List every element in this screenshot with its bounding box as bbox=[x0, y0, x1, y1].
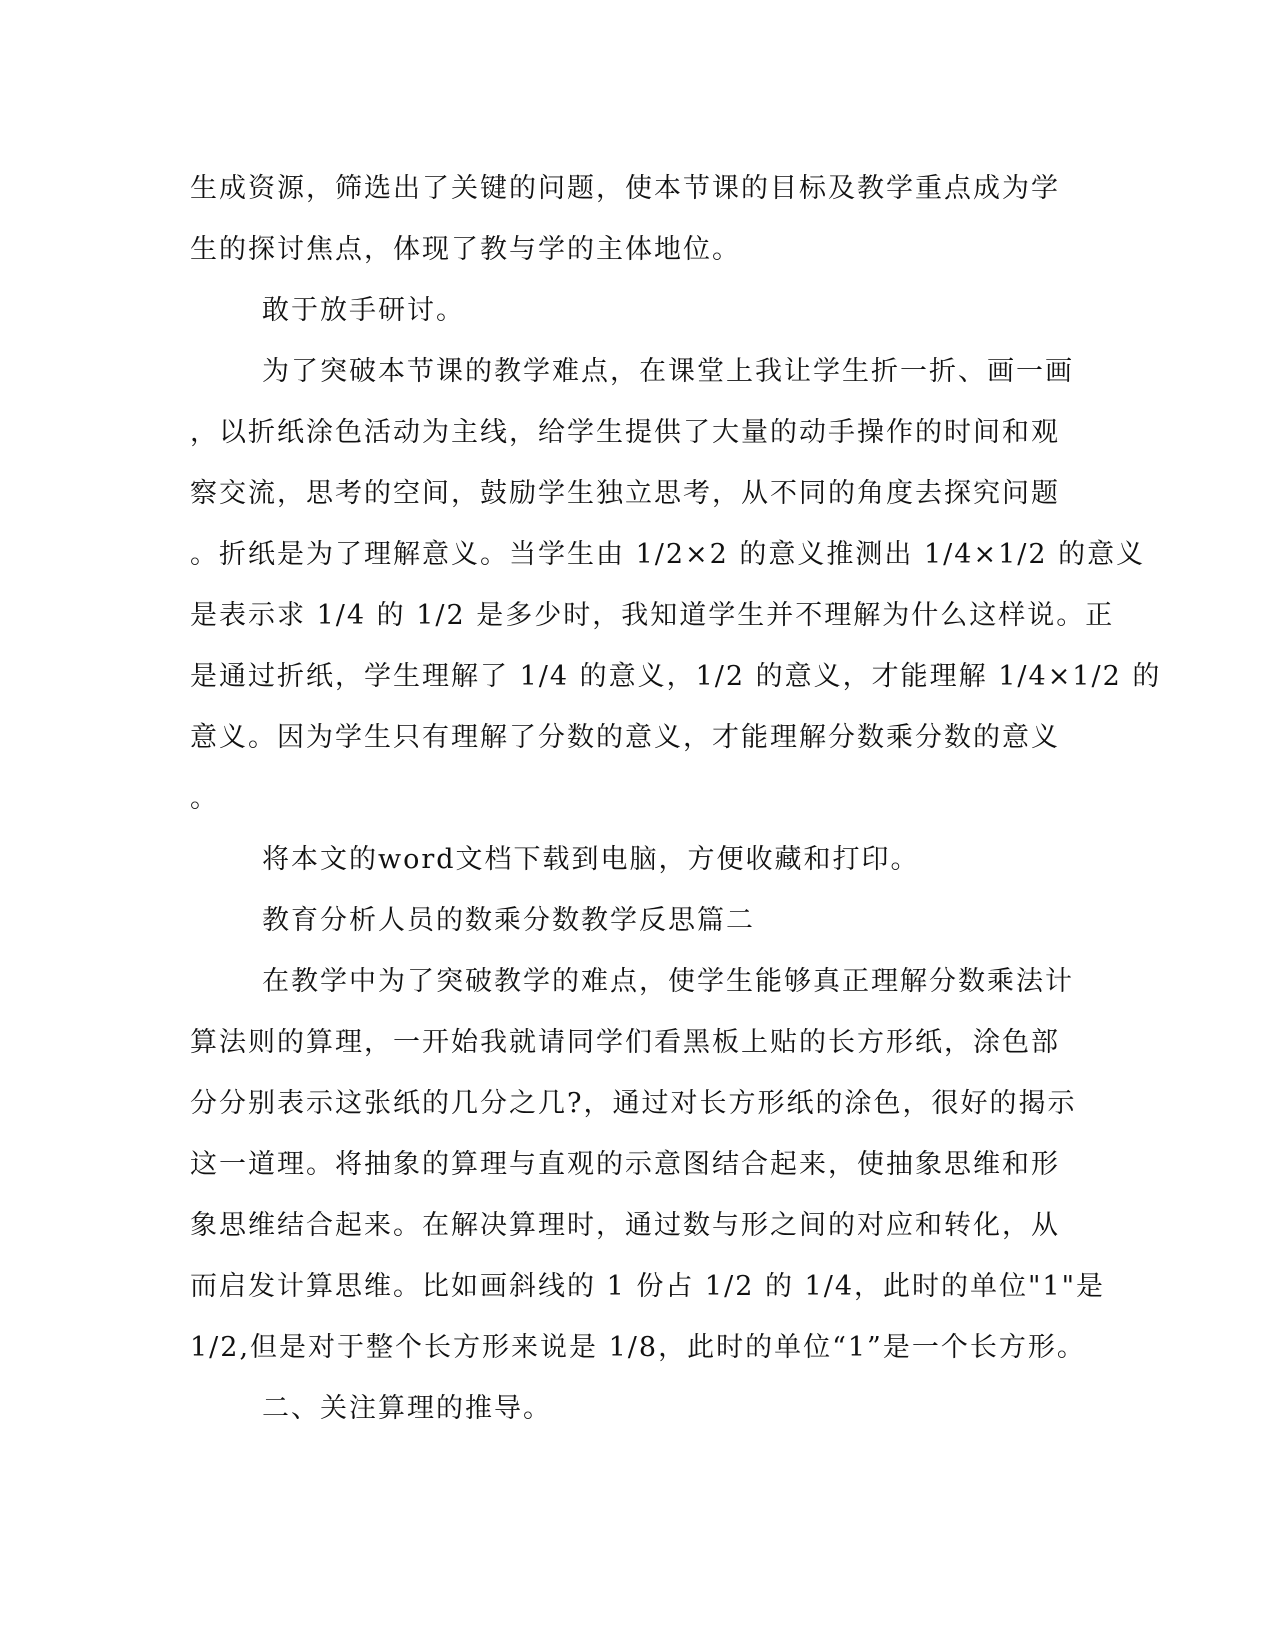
text-line: 而启发计算思维。比如画斜线的 1 份占 1/2 的 1/4，此时的单位"1"是 bbox=[190, 1271, 1106, 1302]
section-heading: 二、关注算理的推导。 bbox=[262, 1393, 552, 1424]
text-line: 意义。因为学生只有理解了分数的意义，才能理解分数乘分数的意义 bbox=[190, 722, 1060, 753]
body-text bbox=[190, 158, 1162, 1439]
text-line: 在教学中为了突破教学的难点，使学生能够真正理解分数乘法计 bbox=[262, 966, 1074, 997]
text-line: 为了突破本节课的教学难点，在课堂上我让学生折一折、画一画 bbox=[262, 356, 1074, 387]
text-line: 生成资源，筛选出了关键的问题，使本节课的目标及教学重点成为学 bbox=[190, 173, 1060, 204]
text-line: 察交流，思考的空间，鼓励学生独立思考，从不同的角度去探究问题 bbox=[190, 478, 1060, 509]
paragraph-heading: 敢于放手研讨。 bbox=[262, 295, 465, 326]
text-line: 。折纸是为了理解意义。当学生由 1/2×2 的意义推测出 1/4×1/2 的意义 bbox=[190, 539, 1146, 570]
text-line: 算法则的算理，一开始我就请同学们看黑板上贴的长方形纸，涂色部 bbox=[190, 1027, 1060, 1058]
text-line: 。 bbox=[190, 783, 219, 814]
text-line: 是表示求 1/4 的 1/2 是多少时，我知道学生并不理解为什么这样说。正 bbox=[190, 600, 1115, 631]
text-line: 象思维结合起来。在解决算理时，通过数与形之间的对应和转化，从 bbox=[190, 1210, 1060, 1241]
text-line: 生的探讨焦点，体现了教与学的主体地位。 bbox=[190, 234, 741, 265]
download-note: 将本文的word文档下载到电脑，方便收藏和打印。 bbox=[262, 844, 920, 875]
text-line: 是通过折纸，学生理解了 1/4 的意义，1/2 的意义，才能理解 1/4×1/2 的 bbox=[190, 661, 1162, 692]
section-title: 教育分析人员的数乘分数教学反思篇二 bbox=[262, 905, 755, 936]
text-line: 这一道理。将抽象的算理与直观的示意图结合起来，使抽象思维和形 bbox=[190, 1149, 1060, 1180]
text-line: 分分别表示这张纸的几分之几?，通过对长方形纸的涂色，很好的揭示 bbox=[190, 1088, 1077, 1119]
text-line: 1/2,但是对于整个长方形来说是 1/8，此时的单位“1”是一个长方形。 bbox=[190, 1332, 1086, 1363]
text-line: ，以折纸涂色活动为主线，给学生提供了大量的动手操作的时间和观 bbox=[190, 417, 1060, 448]
